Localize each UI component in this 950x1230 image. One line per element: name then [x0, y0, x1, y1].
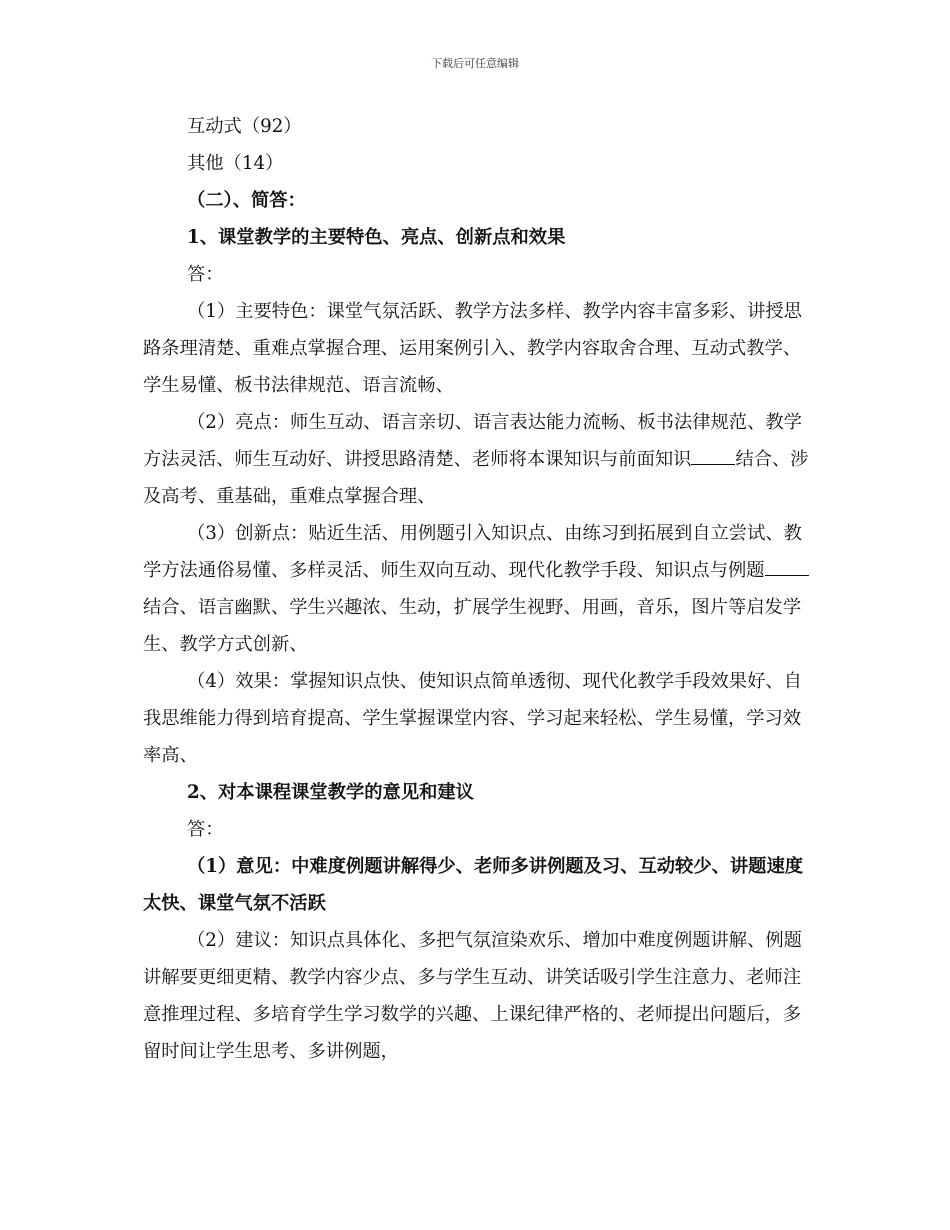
fill-blank — [765, 575, 809, 576]
answer-label-1: 答： — [187, 264, 224, 285]
answer-highlights — [143, 404, 813, 515]
answer-suggestion: （2）建议：知识点具体化、多把气氛渲染欢乐、增加中难度例题讲解、例题讲解要更细更精、教学内容少点、多与学生互动、讲笑话吸引学生注意力、老师注意推理过程、多培育学生学习数学的兴趣、上课纪律严格的、老师提出问题后，多留时间让学生思考、多讲例题， — [143, 930, 802, 1062]
page-header: 下载后可任意编辑 — [431, 57, 519, 70]
highlights-text-b: 结合、涉及高考、重基础，重难点掌握合理、 — [143, 449, 809, 507]
highlights-text-a: （2）亮点：师生互动、语言亲切、语言表达能力流畅、板书法律规范、教学方法灵活、师生互动好、讲授思路清楚、老师将本课知识与前面知识 — [143, 412, 802, 470]
list-item-interactive: 互动式（92） — [187, 116, 302, 137]
answer-features: （1）主要特色：课堂气氛活跃、教学方法多样、教学内容丰富多彩、讲授思路条理清楚、重难点掌握合理、运用案例引入、教学内容取舍合理、互动式教学、学生易懂、板书法律规范、语言流畅、 — [143, 301, 802, 396]
document-body — [143, 108, 813, 1070]
fill-blank — [691, 464, 735, 465]
question-1-title: 1、课堂教学的主要特色、亮点、创新点和效果 — [187, 227, 566, 248]
question-2-title: 2、对本课程课堂教学的意见和建议 — [187, 782, 474, 803]
list-item-other: 其他（14） — [187, 153, 284, 174]
section-heading: （二）、简答： — [187, 190, 306, 211]
answer-effect: （4）效果：掌握知识点快、使知识点简单透彻、现代化教学手段效果好、自我思维能力得到培育提高、学生掌握课堂内容、学习起来轻松、学生易懂，学习效率高、 — [143, 671, 802, 766]
innovation-text-a: （3）创新点：贴近生活、用例题引入知识点、由练习到拓展到自立尝试、教学方法通俗易懂、多样灵活、师生双向互动、现代化教学手段、知识点与例题 — [143, 523, 802, 581]
answer-opinion: （1）意见：中难度例题讲解得少、老师多讲例题及习、互动较少、讲题速度太快、课堂气氛不活跃 — [143, 856, 804, 914]
innovation-text-b: 结合、语言幽默、学生兴趣浓、生动，扩展学生视野、用画，音乐，图片等启发学生、教学方式创新、 — [143, 597, 802, 655]
answer-innovation — [143, 515, 813, 663]
answer-label-2: 答： — [187, 819, 224, 840]
